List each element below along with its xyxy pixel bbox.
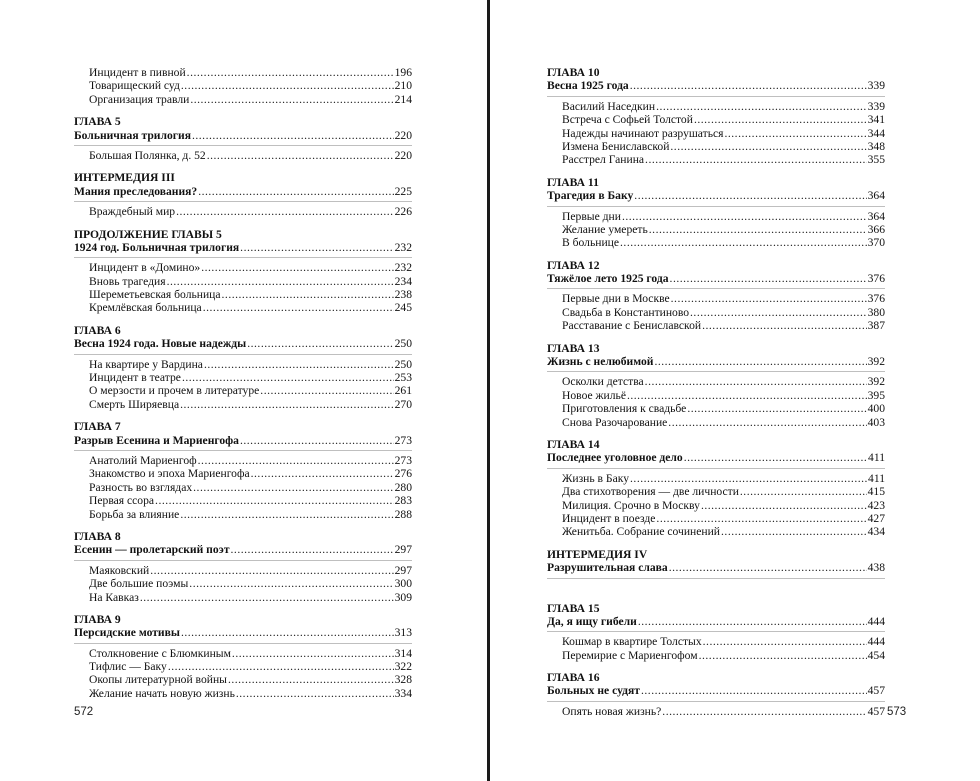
chapter-label: ГЛАВА 11 — [547, 175, 599, 189]
entry-title: Столкновение с Блюмкиным — [89, 646, 231, 660]
toc-entry — [547, 402, 885, 415]
chapter-label: ГЛАВА 8 — [74, 529, 121, 543]
dot-leader — [181, 626, 394, 639]
dot-leader — [247, 337, 393, 350]
toc-entry — [74, 384, 412, 397]
chapter-label: ГЛАВА 6 — [74, 323, 121, 337]
dot-leader — [193, 481, 393, 494]
dot-leader — [684, 451, 867, 464]
entry-page-number: 444 — [867, 635, 885, 649]
dot-leader — [236, 687, 394, 700]
entry-title: Первая ссора — [89, 494, 155, 508]
chapter-title: Разрыв Есенина и Мариенгофа — [74, 433, 239, 447]
entry-title: Новое жильё — [562, 388, 626, 402]
entry-title: На квартире у Вардина — [89, 357, 203, 371]
entry-title: Знакомство и эпоха Мариенгофа — [89, 467, 250, 481]
toc-entry — [74, 79, 412, 92]
dot-leader — [638, 615, 867, 628]
entry-page-number: 245 — [394, 301, 412, 315]
dot-leader — [702, 319, 867, 332]
toc-entry — [547, 236, 885, 249]
toc-entry — [547, 389, 885, 402]
entry-title: Инцидент в поезде — [562, 511, 656, 525]
dot-leader — [201, 261, 393, 274]
toc-entry — [547, 306, 885, 319]
chapter-title-entry — [547, 355, 885, 368]
entry-page-number: 403 — [867, 415, 885, 429]
toc-entry — [74, 673, 412, 686]
dot-leader — [231, 543, 394, 556]
entry-page-number: 454 — [867, 648, 885, 662]
entry-page-number: 280 — [394, 480, 412, 494]
entry-page-number: 341 — [867, 113, 885, 127]
entry-title: Приготовления к свадьбе — [562, 402, 687, 416]
entry-page-number: 210 — [394, 79, 412, 93]
dot-leader — [203, 301, 394, 314]
chapter-heading-block — [74, 162, 412, 202]
dot-leader — [180, 398, 393, 411]
entry-title: В больнице — [562, 236, 620, 250]
chapter-title: Последнее уголовное дело — [547, 451, 683, 465]
chapter-title-entry — [547, 272, 885, 285]
entry-page-number: 457 — [867, 684, 885, 698]
dot-leader — [187, 66, 394, 79]
toc-entry — [74, 591, 412, 604]
chapter-label: ГЛАВА 9 — [74, 612, 121, 626]
entry-page-number: 348 — [867, 139, 885, 153]
entry-title: Жизнь в Баку — [562, 471, 630, 485]
chapter-title: Весна 1924 года. Новые надежды — [74, 337, 247, 351]
entry-title: Желание начать новую жизнь — [89, 686, 235, 700]
entry-page-number: 196 — [394, 66, 412, 79]
dot-leader — [671, 292, 867, 305]
chapter-title-entry — [74, 185, 412, 198]
chapter-heading-block — [74, 411, 412, 451]
entry-title: Встреча с Софьей Толстой — [562, 113, 693, 127]
entry-title: Враждебный мир — [89, 205, 176, 219]
dot-leader — [670, 272, 867, 285]
dot-leader — [670, 140, 866, 153]
chapter-label: ГЛАВА 15 — [547, 601, 600, 615]
dot-leader — [630, 472, 867, 485]
dot-leader — [198, 454, 394, 467]
chapter-title: Мания преследования? — [74, 184, 198, 198]
entry-title: Организация травли — [89, 92, 190, 106]
toc-entry — [547, 113, 885, 126]
chapter-title: Больничная трилогия — [74, 128, 191, 142]
toc-entry — [547, 525, 885, 538]
dot-leader — [168, 660, 394, 673]
chapter-heading-block — [74, 315, 412, 355]
entry-title: Надежды начинают разрушаться — [562, 126, 724, 140]
dot-leader — [251, 467, 394, 480]
entry-page-number: 376 — [867, 292, 885, 306]
dot-leader — [180, 508, 393, 521]
entry-page-number: 370 — [867, 236, 885, 250]
toc-entry — [547, 292, 885, 305]
chapter-heading-block — [547, 333, 885, 373]
entry-title: Первые дни в Москве — [562, 292, 670, 306]
dot-leader — [627, 389, 867, 402]
chapter-label: ГЛАВА 5 — [74, 115, 121, 129]
toc-entry — [547, 127, 885, 140]
toc-entry — [74, 149, 412, 162]
chapter-title: Жизнь с нелюбимой — [547, 355, 654, 369]
entry-title: О мерзости и прочем в литературе — [89, 384, 260, 398]
toc-entry — [74, 687, 412, 700]
toc-entry — [547, 140, 885, 153]
chapter-title-entry — [547, 451, 885, 464]
entry-title: Смерть Ширяевца — [89, 397, 180, 411]
chapter-title: 1924 год. Больничная трилогия — [74, 240, 240, 254]
entry-page-number: 376 — [867, 272, 885, 286]
toc-entry — [547, 705, 885, 718]
dot-leader — [189, 577, 393, 590]
chapter-title-entry — [547, 615, 885, 628]
dot-leader — [240, 241, 393, 254]
chapter-title-entry — [74, 434, 412, 447]
entry-page-number: 270 — [394, 397, 412, 411]
entry-page-number: 366 — [867, 222, 885, 236]
dot-leader — [620, 236, 867, 249]
toc-entry — [547, 635, 885, 648]
dot-leader — [641, 684, 867, 697]
entry-title: Первые дни — [562, 209, 621, 223]
toc-right-column — [547, 66, 885, 718]
chapter-label: ГЛАВА 10 — [547, 66, 600, 79]
toc-entry — [74, 660, 412, 673]
entry-page-number: 250 — [394, 357, 412, 371]
dot-leader — [228, 673, 394, 686]
entry-page-number: 238 — [394, 288, 412, 302]
entry-page-number: 387 — [867, 319, 885, 333]
chapter-label: ГЛАВА 14 — [547, 437, 600, 451]
toc-entry — [74, 577, 412, 590]
chapter-title-entry — [74, 337, 412, 350]
entry-title: Снова Разочарование — [562, 415, 668, 429]
entry-page-number: 334 — [394, 686, 412, 700]
entry-page-number: 226 — [394, 205, 412, 219]
chapter-heading-block — [547, 539, 885, 579]
chapter-heading-block — [547, 662, 885, 702]
toc-entry — [547, 472, 885, 485]
chapter-heading-block — [547, 429, 885, 469]
entry-title: Кремлёвская больница — [89, 301, 202, 315]
entry-page-number: 411 — [868, 451, 885, 465]
toc-entry — [74, 261, 412, 274]
dot-leader — [150, 564, 393, 577]
entry-page-number: 339 — [867, 99, 885, 113]
toc-entry — [547, 210, 885, 223]
dot-leader — [192, 129, 394, 142]
entry-title: Тифлис — Баку — [89, 660, 167, 674]
chapter-title-entry — [547, 561, 885, 574]
chapter-heading-block — [547, 167, 885, 207]
chapter-title-entry — [74, 129, 412, 142]
entry-page-number: 214 — [394, 92, 412, 106]
entry-title: Женитьба. Собрание сочинений — [562, 525, 721, 539]
dot-leader — [668, 416, 866, 429]
toc-entry — [74, 508, 412, 521]
dot-leader — [690, 306, 867, 319]
chapter-title-entry — [547, 79, 885, 92]
entry-title: На Кавказ — [89, 590, 139, 604]
toc-entry — [547, 375, 885, 388]
entry-title: Измена Бениславской — [562, 139, 670, 153]
toc-entry — [74, 454, 412, 467]
entry-title: Свадьба в Константиново — [562, 305, 690, 319]
entry-page-number: 273 — [394, 453, 412, 467]
entry-page-number: 434 — [867, 525, 885, 539]
chapter-title: Весна 1925 года — [547, 79, 629, 93]
entry-page-number: 220 — [394, 128, 412, 142]
chapter-label: ГЛАВА 7 — [74, 420, 121, 434]
toc-entry — [74, 358, 412, 371]
entry-title: Милиция. Срочно в Москву — [562, 498, 700, 512]
toc-entry — [74, 371, 412, 384]
dot-leader — [198, 185, 393, 198]
entry-page-number: 392 — [867, 355, 885, 369]
entry-page-number: 261 — [394, 384, 412, 398]
entry-title: Два стихотворения — две личности — [562, 485, 739, 499]
toc-entry — [547, 153, 885, 166]
entry-title: Василий Наседкин — [562, 99, 656, 113]
entry-page-number: 273 — [394, 433, 412, 447]
chapter-title: Тяжёлое лето 1925 года — [547, 272, 669, 286]
entry-page-number: 322 — [394, 660, 412, 674]
chapter-title: Да, я ищу гибели — [547, 614, 637, 628]
chapter-label: ИНТЕРМЕДИЯ IV — [547, 547, 648, 561]
chapter-label: ИНТЕРМЕДИЯ III — [74, 171, 175, 185]
entry-page-number: 400 — [867, 402, 885, 416]
entry-page-number: 411 — [868, 471, 885, 485]
entry-title: Опять новая жизнь? — [562, 704, 662, 718]
entry-page-number: 364 — [867, 189, 885, 203]
chapter-heading-block — [547, 250, 885, 290]
dot-leader — [740, 485, 867, 498]
entry-title: Товарищеский суд — [89, 79, 180, 93]
toc-entry — [547, 100, 885, 113]
entry-title: Шереметьевская больница — [89, 288, 221, 302]
entry-title: Анатолий Мариенгоф — [89, 453, 197, 467]
dot-leader — [222, 288, 394, 301]
toc-entry — [74, 275, 412, 288]
dot-leader — [699, 649, 867, 662]
toc-entry — [547, 223, 885, 236]
dot-leader — [190, 93, 393, 106]
entry-page-number: 234 — [394, 274, 412, 288]
toc-entry — [74, 398, 412, 411]
dot-leader — [240, 434, 394, 447]
entry-page-number: 328 — [394, 673, 412, 687]
entry-title: Маяковский — [89, 563, 150, 577]
entry-page-number: 288 — [394, 507, 412, 521]
entry-title: Большая Полянка, д. 52 — [89, 148, 206, 162]
entry-title: Инцидент в «Домино» — [89, 261, 201, 275]
chapter-title: Трагедия в Баку — [547, 189, 634, 203]
toc-entry — [74, 481, 412, 494]
entry-page-number: 427 — [867, 511, 885, 525]
entry-page-number: 364 — [867, 209, 885, 223]
dot-leader — [645, 375, 867, 388]
entry-page-number: 395 — [867, 388, 885, 402]
entry-page-number: 392 — [867, 375, 885, 389]
dot-leader — [207, 149, 394, 162]
entry-page-number: 423 — [867, 498, 885, 512]
entry-title: Кошмар в квартире Толстых — [562, 635, 702, 649]
entry-page-number: 225 — [394, 184, 412, 198]
entry-title: Осколки детства — [562, 375, 644, 389]
toc-entry — [74, 564, 412, 577]
dot-leader — [694, 113, 867, 126]
entry-title: Разность во взглядах — [89, 480, 193, 494]
chapter-title: Разрушительная слава — [547, 561, 668, 575]
chapter-heading-block — [74, 604, 412, 644]
entry-page-number: 457 — [867, 704, 885, 718]
toc-entry — [74, 467, 412, 480]
continued-entries — [74, 66, 412, 106]
entry-title: Инцидент в пивной — [89, 66, 186, 79]
entry-page-number: 444 — [867, 614, 885, 628]
entry-title: Борьба за влияние — [89, 507, 180, 521]
chapter-heading-block — [74, 106, 412, 146]
chapter-label: ГЛАВА 12 — [547, 258, 600, 272]
toc-entry — [74, 494, 412, 507]
entry-page-number: 339 — [867, 79, 885, 93]
entry-page-number: 355 — [867, 153, 885, 167]
chapter-label: ПРОДОЛЖЕНИЕ ГЛАВЫ 5 — [74, 227, 222, 241]
chapter-label: ГЛАВА 13 — [547, 341, 600, 355]
entry-title: Окопы литературной войны — [89, 673, 227, 687]
dot-leader — [232, 647, 394, 660]
chapter-label: ГЛАВА 16 — [547, 671, 600, 685]
dot-leader — [182, 371, 394, 384]
dot-leader — [630, 79, 867, 92]
chapter-heading-block — [547, 66, 885, 97]
dot-leader — [662, 705, 866, 718]
dot-leader — [155, 494, 394, 507]
entry-title: Расстрел Ганина — [562, 153, 645, 167]
toc-entry — [74, 205, 412, 218]
dot-leader — [204, 358, 394, 371]
toc-entry — [74, 301, 412, 314]
dot-leader — [176, 205, 394, 218]
chapter-heading-block — [547, 582, 885, 633]
chapter-title: Есенин — пролетарский поэт — [74, 543, 230, 557]
chapter-title-entry — [74, 626, 412, 639]
entry-title: Вновь трагедия — [89, 274, 166, 288]
toc-entry — [547, 416, 885, 429]
toc-entry — [74, 288, 412, 301]
dot-leader — [260, 384, 393, 397]
entry-page-number: 253 — [394, 371, 412, 385]
dot-leader — [669, 561, 867, 574]
dot-leader — [634, 189, 866, 202]
entry-page-number: 220 — [394, 148, 412, 162]
dot-leader — [656, 100, 867, 113]
dot-leader — [703, 635, 867, 648]
toc-entry — [547, 319, 885, 332]
entry-page-number: 300 — [394, 577, 412, 591]
entry-page-number: 313 — [394, 626, 412, 640]
chapter-title: Больных не судят — [547, 684, 640, 698]
toc-entry — [74, 66, 412, 79]
right-page — [490, 0, 980, 781]
toc-entry — [547, 499, 885, 512]
toc-entry — [547, 512, 885, 525]
dot-leader — [140, 591, 394, 604]
dot-leader — [645, 153, 867, 166]
dot-leader — [167, 275, 394, 288]
dot-leader — [721, 525, 867, 538]
toc-left-column — [74, 66, 412, 700]
dot-leader — [701, 499, 867, 512]
entry-page-number: 309 — [394, 590, 412, 604]
dot-leader — [649, 223, 867, 236]
entry-title: Желание умереть — [562, 222, 648, 236]
entry-title: Инцидент в театре — [89, 371, 181, 385]
toc-entry — [547, 485, 885, 498]
chapter-heading-block — [74, 521, 412, 561]
entry-title: Две большие поэмы — [89, 577, 189, 591]
entry-page-number: 380 — [867, 305, 885, 319]
entry-page-number: 276 — [394, 467, 412, 481]
dot-leader — [654, 355, 866, 368]
entry-page-number: 314 — [394, 646, 412, 660]
dot-leader — [724, 127, 866, 140]
dot-leader — [622, 210, 867, 223]
page-number-right: 573 — [887, 706, 907, 718]
dot-leader — [181, 79, 394, 92]
dot-leader — [687, 402, 866, 415]
page-number-left: 572 — [74, 706, 94, 718]
entry-title: Перемирие с Мариенгофом — [562, 648, 698, 662]
entry-page-number: 297 — [394, 563, 412, 577]
entry-page-number: 297 — [394, 543, 412, 557]
left-page — [0, 0, 488, 781]
entry-title: Расставание с Бениславской — [562, 319, 702, 333]
dot-leader — [656, 512, 866, 525]
chapter-title-entry — [74, 543, 412, 556]
entry-page-number: 283 — [394, 494, 412, 508]
entry-page-number: 232 — [394, 261, 412, 275]
entry-page-number: 344 — [867, 126, 885, 140]
chapter-title-entry — [547, 189, 885, 202]
chapter-title-entry — [74, 241, 412, 254]
entry-page-number: 415 — [867, 485, 885, 499]
entry-page-number: 250 — [394, 337, 412, 351]
toc-entry — [547, 649, 885, 662]
entry-page-number: 232 — [394, 240, 412, 254]
toc-entry — [74, 647, 412, 660]
chapter-heading-block — [74, 219, 412, 259]
chapter-title: Персидские мотивы — [74, 626, 180, 640]
entry-page-number: 438 — [867, 561, 885, 575]
toc-entry — [74, 93, 412, 106]
chapter-title-entry — [547, 684, 885, 697]
